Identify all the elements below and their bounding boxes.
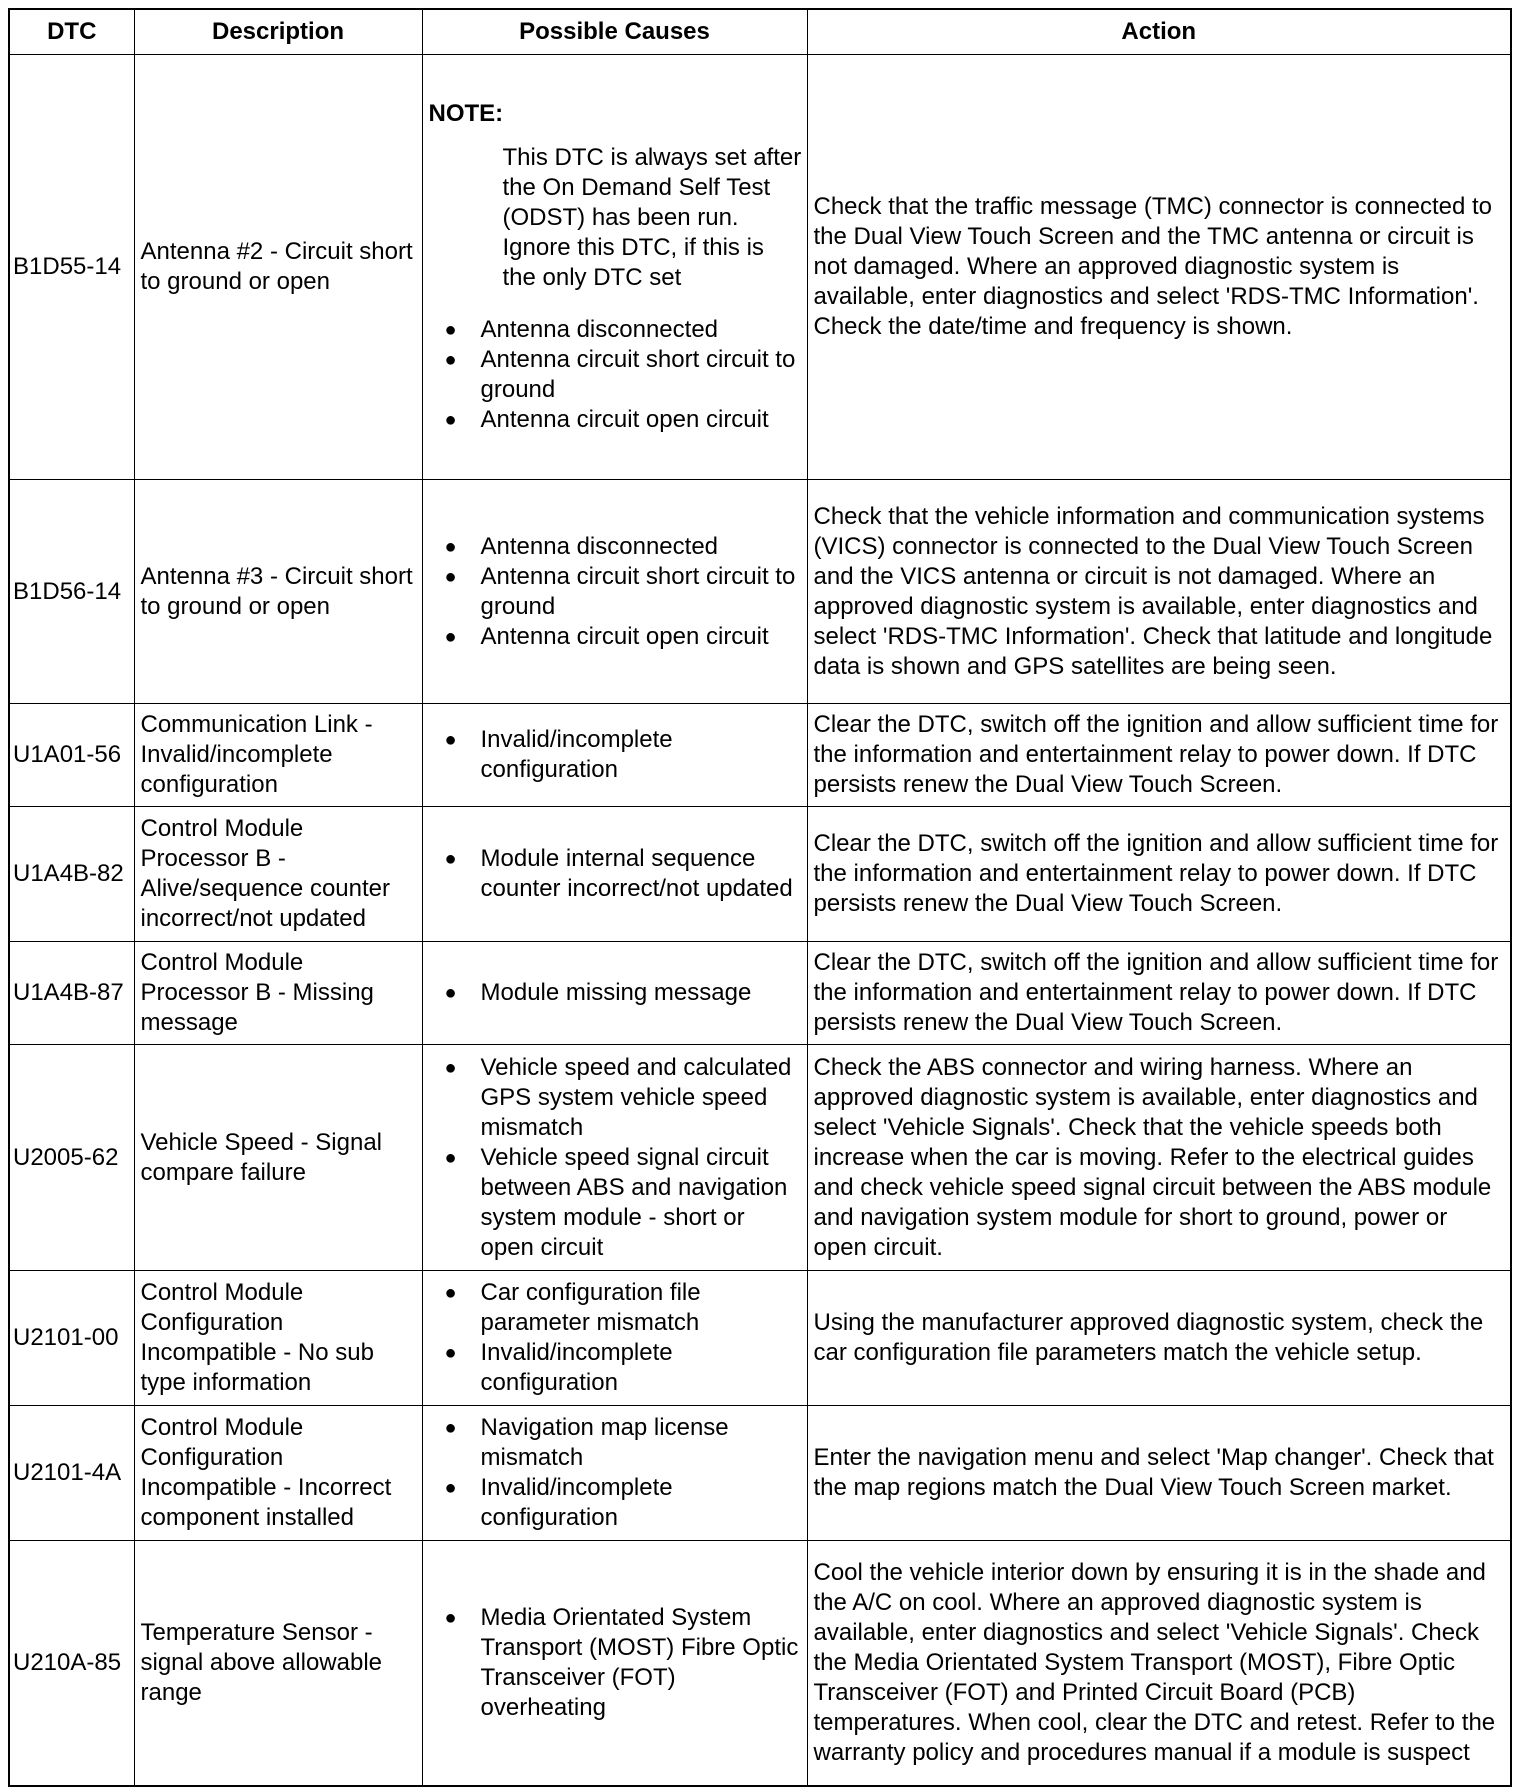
cause-list <box>429 1278 803 1398</box>
cause-list <box>429 1413 803 1533</box>
cause-list <box>429 315 803 435</box>
dtc-description: Temperature Sensor - signal above allowable range <box>134 1541 422 1786</box>
header-description: Description <box>134 9 422 55</box>
cause-item: ● Module internal sequence counter incorrect/not updated <box>429 844 803 904</box>
cause-item: ● Media Orientated System Transport (MOST) Fibre Optic Transceiver (FOT) overheating <box>429 1603 803 1723</box>
action-text: Clear the DTC, switch off the ignition and allow sufficient time for the information and entertainment relay to power down. If DTC persists renew the Dual View Touch Screen. <box>807 807 1511 942</box>
cause-item: ● Invalid/incomplete configuration <box>429 725 803 785</box>
possible-causes <box>422 480 807 704</box>
table-row <box>9 1271 1511 1406</box>
possible-causes <box>422 807 807 942</box>
cause-item: ● Antenna circuit short circuit to ground <box>429 562 803 622</box>
cause-item: ● Antenna circuit short circuit to ground <box>429 345 803 405</box>
dtc-code: B1D55-14 <box>9 55 134 480</box>
dtc-code: B1D56-14 <box>9 480 134 704</box>
table-row <box>9 704 1511 807</box>
dtc-code: U1A01-56 <box>9 704 134 807</box>
possible-causes <box>422 1271 807 1406</box>
dtc-code: U1A4B-82 <box>9 807 134 942</box>
possible-causes <box>422 1045 807 1271</box>
action-text: Check the ABS connector and wiring harness. Where an approved diagnostic system is available, enter diagnostics and select 'Vehicle Signals'. Check that the vehicle speeds both increase when the car is moving. Refer to the electrical guides and check vehicle speed signal circuit between the ABS module and navigation system module for short to ground, power or open circuit. <box>807 1045 1511 1271</box>
dtc-code: U1A4B-87 <box>9 942 134 1045</box>
possible-causes <box>422 1541 807 1786</box>
cause-item: ● Invalid/incomplete configuration <box>429 1338 803 1398</box>
cause-list <box>429 1603 803 1723</box>
cause-list <box>429 532 803 652</box>
cause-item: ● Antenna circuit open circuit <box>429 622 803 652</box>
action-text: Enter the navigation menu and select 'Map changer'. Check that the map regions match the Dual View Touch Screen market. <box>807 1406 1511 1541</box>
cause-item: ● Car configuration file parameter mismatch <box>429 1278 803 1338</box>
table-row <box>9 55 1511 480</box>
table-row <box>9 807 1511 942</box>
action-text: Using the manufacturer approved diagnostic system, check the car configuration file parameters match the vehicle setup. <box>807 1271 1511 1406</box>
note-text: This DTC is always set after the On Demand Self Test (ODST) has been run. Ignore this DTC, if this is the only DTC set <box>502 144 802 291</box>
cause-item: ● Module missing message <box>429 978 803 1008</box>
action-text: Clear the DTC, switch off the ignition and allow sufficient time for the information and entertainment relay to power down. If DTC persists renew the Dual View Touch Screen. <box>807 704 1511 807</box>
dtc-description: Control Module Processor B - Alive/sequence counter incorrect/not updated <box>134 807 422 942</box>
dtc-description: Control Module Configuration Incompatible - No sub type information <box>134 1271 422 1406</box>
cause-item: ● Antenna disconnected <box>429 532 803 562</box>
dtc-code: U2101-00 <box>9 1271 134 1406</box>
cause-item: ● Invalid/incomplete configuration <box>429 1473 803 1533</box>
header-causes: Possible Causes <box>422 9 807 55</box>
dtc-table <box>8 8 1512 1787</box>
cause-item: ● Antenna disconnected <box>429 315 803 345</box>
action-text: Check that the vehicle information and communication systems (VICS) connector is connected to the Dual View Touch Screen and the VICS antenna or circuit is not damaged. Where an approved diagnostic system is available, enter diagnostics and select 'RDS-TMC Information'. Check that latitude and longitude data is shown and GPS satellites are being seen. <box>807 480 1511 704</box>
cause-list <box>429 978 803 1008</box>
dtc-description: Antenna #2 - Circuit short to ground or open <box>134 55 422 480</box>
dtc-description: Control Module Configuration Incompatible - Incorrect component installed <box>134 1406 422 1541</box>
cause-item: ● Antenna circuit open circuit <box>429 405 803 435</box>
dtc-description: Antenna #3 - Circuit short to ground or open <box>134 480 422 704</box>
action-text: Cool the vehicle interior down by ensuring it is in the shade and the A/C on cool. Where an approved diagnostic system is available, enter diagnostics and select 'Vehicle Signals'. Check the Media Orientated System Transport (MOST), Fibre Optic Transceiver (FOT) and Printed Circuit Board (PCB) temperatures. When cool, clear the DTC and retest. Refer to the warranty policy and procedures manual if a module is suspect <box>807 1541 1511 1786</box>
cause-item: ● Vehicle speed and calculated GPS system vehicle speed mismatch <box>429 1053 803 1143</box>
header-dtc: DTC <box>9 9 134 55</box>
header-row <box>9 9 1511 55</box>
cause-list <box>429 1053 803 1263</box>
action-text: Clear the DTC, switch off the ignition and allow sufficient time for the information and entertainment relay to power down. If DTC persists renew the Dual View Touch Screen. <box>807 942 1511 1045</box>
possible-causes <box>422 1406 807 1541</box>
cause-item: ● Vehicle speed signal circuit between ABS and navigation system module - short or open circuit <box>429 1143 803 1263</box>
action-text: Check that the traffic message (TMC) connector is connected to the Dual View Touch Screen and the TMC antenna or circuit is not damaged. Where an approved diagnostic system is available, enter diagnostics and select 'RDS-TMC Information'. Check the date/time and frequency is shown. <box>807 55 1511 480</box>
table-row <box>9 1541 1511 1786</box>
header-action: Action <box>807 9 1511 55</box>
table-row <box>9 942 1511 1045</box>
possible-causes <box>422 704 807 807</box>
possible-causes <box>422 55 807 480</box>
note-label: NOTE: <box>428 100 504 127</box>
cause-item: ● Navigation map license mismatch <box>429 1413 803 1473</box>
table-row <box>9 480 1511 704</box>
dtc-code: U2005-62 <box>9 1045 134 1271</box>
cause-list <box>429 725 803 785</box>
possible-causes <box>422 942 807 1045</box>
dtc-description: Vehicle Speed - Signal compare failure <box>134 1045 422 1271</box>
dtc-code: U2101-4A <box>9 1406 134 1541</box>
table-row <box>9 1406 1511 1541</box>
dtc-description: Control Module Processor B - Missing message <box>134 942 422 1045</box>
dtc-description: Communication Link -Invalid/incomplete configuration <box>134 704 422 807</box>
dtc-code: U210A-85 <box>9 1541 134 1786</box>
table-row <box>9 1045 1511 1271</box>
cause-list <box>429 844 803 904</box>
